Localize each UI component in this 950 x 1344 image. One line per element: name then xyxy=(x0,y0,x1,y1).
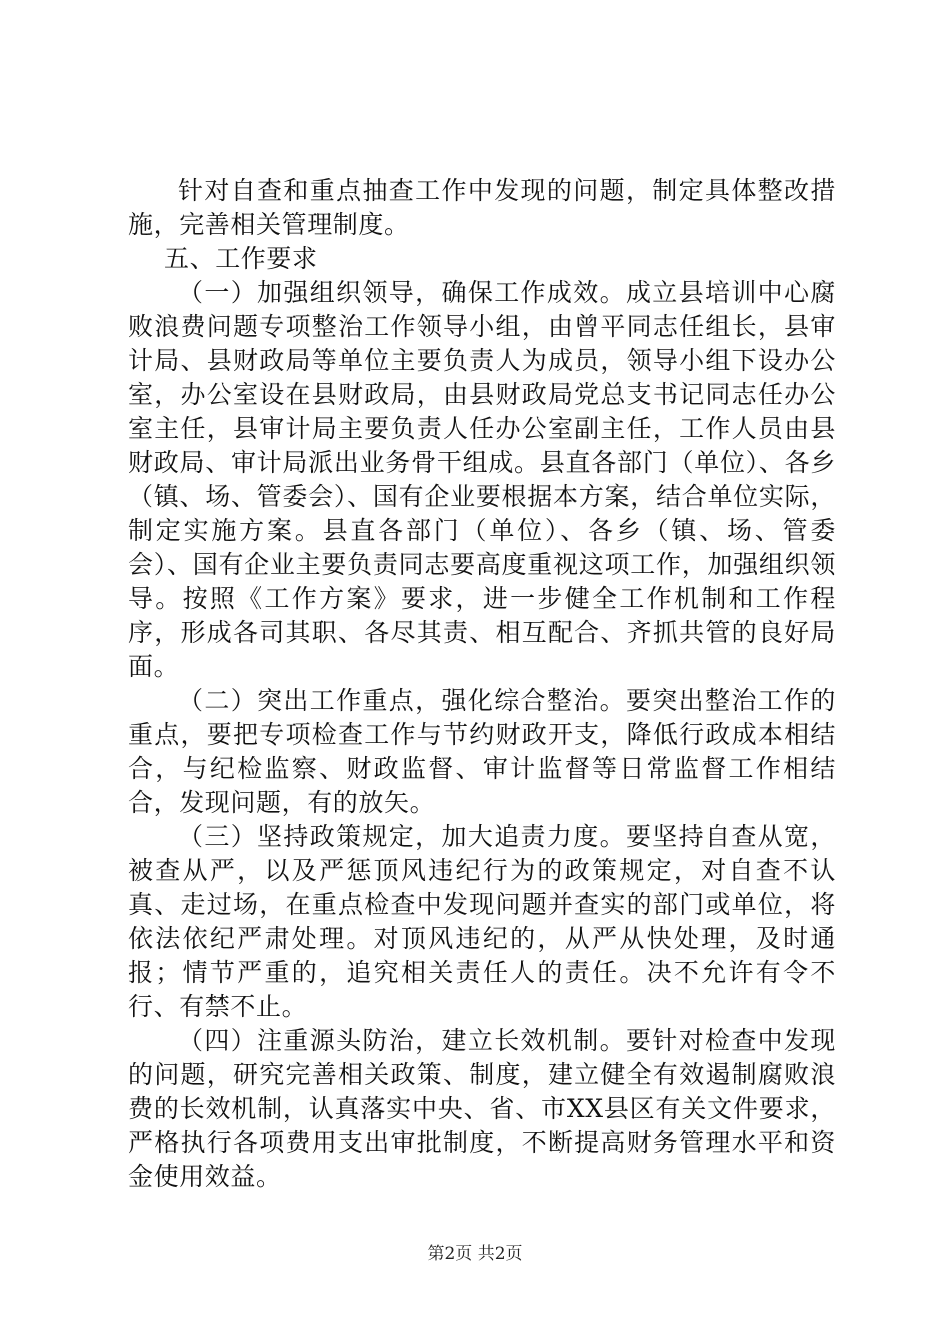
section-heading-work-requirements: 五、工作要求 xyxy=(164,244,318,273)
paragraph-requirement-2: （二）突出工作重点，强化综合整治。要突出整治工作的重点，要把专项检查工作与节约财政开支，降低行政成本相结合，与纪检监察、财政监督、审计监督等日常监督工作相结合，发现问题，有的放矢。 xyxy=(128,686,836,817)
page-number-footer: 第2页 共2页 xyxy=(427,1244,523,1264)
paragraph-requirement-4: （四）注重源头防治，建立长效机制。要针对检查中发现的问题，研究完善相关政策、制度，建立健全有效遏制腐败浪费的长效机制，认真落实中央、省、市XX县区有关文件要求，严格执行各项费用支出审批制度，不断提高财务管理水平和资金使用效益。 xyxy=(128,1026,836,1191)
paragraph-requirement-1: （一）加强组织领导，确保工作成效。成立县培训中心腐败浪费问题专项整治工作领导小组，由曾平同志任组长，县审计局、县财政局等单位主要负责人为成员，领导小组下设办公室，办公室设在县财政局，由县财政局党总支书记同志任办公室主任，县审计局主要负责人任办公室副主任，工作人员由县财政局、审计局派出业务骨干组成。县直各部门（单位）、各乡（镇、场、管委会）、国有企业要根据本方案，结合单位实际，制定实施方案。县直各部门（单位）、各乡（镇、场、管委会）、国有企业主要负责同志要高度重视这项工作，加强组织领导。按照《工作方案》要求，进一步健全工作机制和工作程序，形成各司其职、各尽其责、相互配合、齐抓共管的良好局面。 xyxy=(128,278,836,681)
paragraph-requirement-3: （三）坚持政策规定，加大追责力度。要坚持自查从宽，被查从严，以及严惩顶风违纪行为的政策规定，对自查不认真、走过场，在重点检查中发现问题并查实的部门或单位，将依法依纪严肃处理。对顶风违纪的，从严从快处理，及时通报；情节严重的，追究相关责任人的责任。决不允许有令不行、有禁不止。 xyxy=(128,822,836,1021)
paragraph-rectification: 针对自查和重点抽查工作中发现的问题，制定具体整改措施，完善相关管理制度。 xyxy=(128,176,836,239)
document-body xyxy=(128,174,836,1194)
